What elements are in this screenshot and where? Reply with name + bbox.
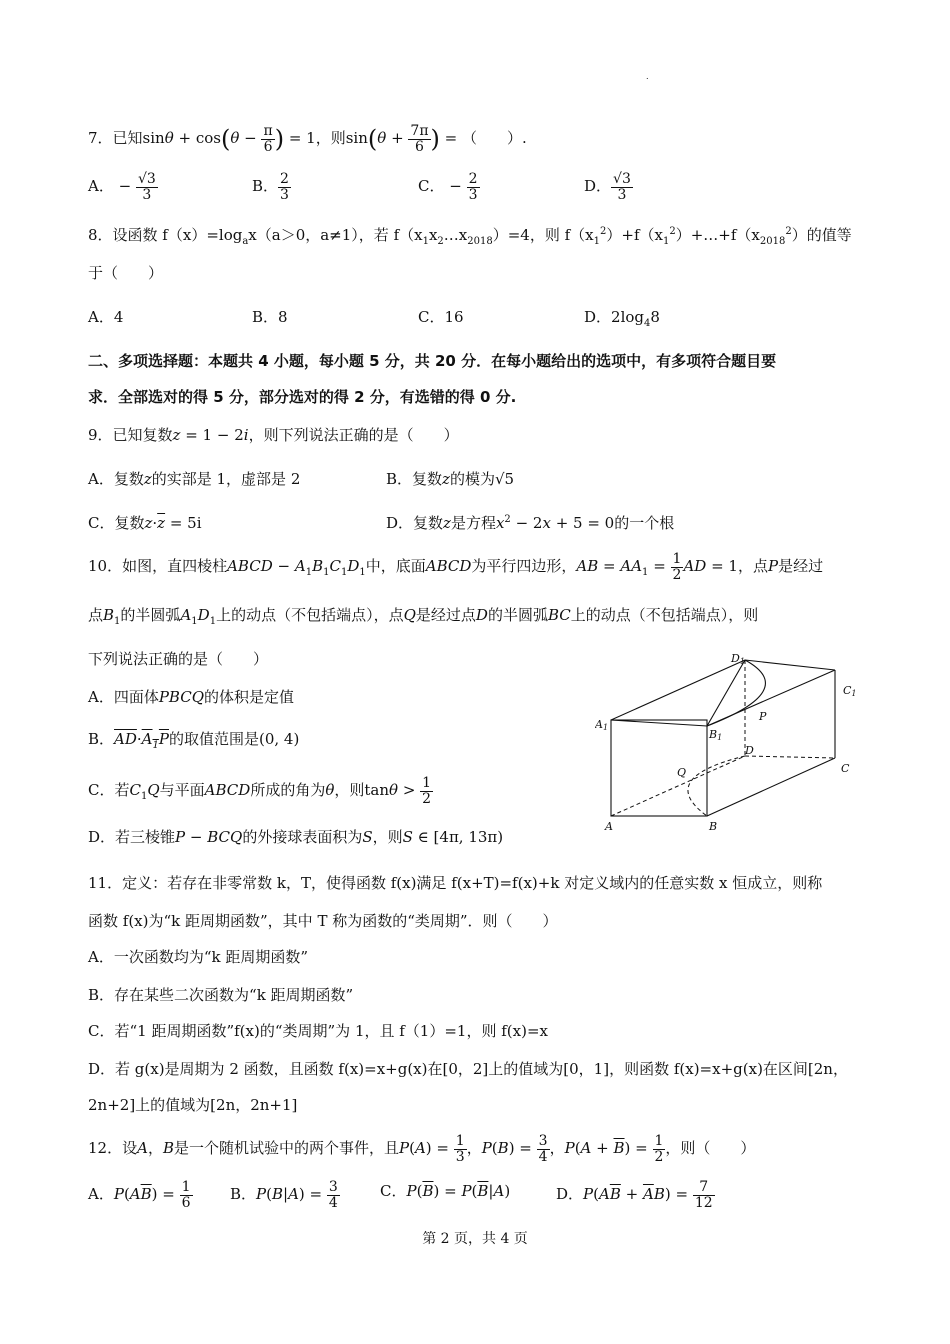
q9-option-a: A．复数z的实部是 1，虚部是 2 — [88, 470, 301, 488]
label-B: B — [709, 820, 718, 833]
q10-line2: 点$B_1$的半圆弧$A_1D_1$上的动点（不包括端点），点Q是经过点D的半圆弧BC上的动点（不包括端点），则 — [88, 606, 759, 627]
q12-option-d: D．$P(A\overline{B} + \overline{A}B)$ = $\frac{7}{12}$ — [556, 1179, 713, 1211]
q7-stem: 7．已知sinθ + cos(θ − $\frac{\pi}{6}$ ) = 1，则sin(θ + $\frac{7\pi}{6}$ ) = （ ）. — [88, 123, 527, 155]
label-D1: D1 — [731, 652, 745, 666]
q10-line1: 10．如图，直四棱柱ABCD − $A_1B_1C_1D_1$中，底面ABCD为平行四边形，AB = $AA_1$ = $\frac{1}{2}$ AD = 1，点P是经过 — [88, 551, 824, 583]
q8-option-b: B．8 — [252, 308, 288, 326]
q11-option-b: B．存在某些二次函数为“k 距周期函数” — [88, 986, 354, 1004]
q7-option-b: B． $\frac{2}{3}$ — [252, 171, 289, 203]
q8-option-d: D．$2\log_48$ — [584, 308, 660, 329]
label-A: A — [605, 820, 613, 833]
label-D: D — [745, 744, 754, 757]
q12-option-a: A．$P(A\overline{B})$ = $\frac{1}{6}$ — [88, 1179, 191, 1211]
q8-line2: 于（ ） — [88, 264, 164, 282]
q12-option-b: B．P(B|A) = $\frac{3}{4}$ — [230, 1179, 338, 1211]
q10-option-c: C．若$C_1Q$与平面ABCD所成的角为θ，则tanθ > $\frac{1}{2}$ — [88, 775, 432, 807]
q11-line1: 11．定义：若存在非零常数 k，T，使得函数 f(x)满足 f(x+T)=f(x)+k 对定义域内的任意实数 x 恒成立，则称 — [88, 874, 823, 892]
q9-stem: 9．已知复数z = 1 − 2i，则下列说法正确的是（ ） — [88, 426, 459, 444]
q10-option-a: A．四面体PBCQ的体积是定值 — [88, 688, 295, 706]
label-A1: A1 — [595, 718, 609, 732]
label-C: C — [841, 762, 850, 775]
q11-option-c: C．若“1 距周期函数”f(x)的“类周期”为 1，且 f（1）=1，则 f(x)=x — [88, 1022, 548, 1040]
q12-stem: 12．设A，B是一个随机试验中的两个事件，且P(A) = $\frac{1}{3}$ ，P(B) = $\frac{3}{4}$ ，$P(A + \overline{B})$ = $\frac{1}{2}$ ，则（ ） — [88, 1133, 756, 1165]
q9-option-c: C．复数$z\cdot\overline{z} = 5i$ — [88, 514, 202, 532]
q10-line3: 下列说法正确的是（ ） — [88, 650, 269, 668]
q9-option-b: B．复数z的模为√5 — [386, 470, 515, 488]
label-C1: C1 — [843, 684, 857, 698]
label-Q: Q — [677, 766, 687, 779]
q8-option-a: A．4 — [88, 308, 124, 326]
q7-option-d: D． $\frac{√3}{3}$ — [584, 171, 631, 203]
section2-line2: 求．全部选对的得 5 分，部分选对的得 2 分，有选错的得 0 分. — [88, 388, 517, 406]
prism-figure — [595, 650, 865, 840]
q11-option-d-line1: D．若 g(x)是周期为 2 函数，且函数 f(x)=x+g(x)在[0，2]上的值域为[0，1]，则函数 f(x)=x+g(x)在区间[2n， — [88, 1060, 848, 1078]
stray-dot: . — [646, 72, 649, 81]
label-B1: B1 — [709, 728, 723, 742]
q10-option-d: D．若三棱锥P − BCQ的外接球表面积为S，则S ∈ [4π, 13π) — [88, 828, 504, 846]
q11-option-d-line2: 2n+2]上的值域为[2n，2n+1] — [88, 1096, 298, 1114]
label-P: P — [759, 710, 767, 723]
section2-line1: 二、多项选择题：本题共 4 小题，每小题 5 分，共 20 分．在每小题给出的选项中，有多项符合题目要 — [88, 352, 777, 370]
q7-option-a: A． − $\frac{√3}{3}$ — [88, 171, 156, 203]
q12-option-c: C．$P(\overline{B}) = P(\overline{B}|A)$ — [380, 1182, 511, 1200]
q11-option-a: A．一次函数均为“k 距周期函数” — [88, 948, 309, 966]
q11-line2: 函数 f(x)为“k 距周期函数”，其中 T 称为函数的“类周期”．则（ ） — [88, 912, 558, 930]
q10-option-b: B．$\overline{AD}\cdot A_1P$的取值范围是(0, 4) — [88, 730, 300, 751]
q9-option-d: D．复数z是方程$x^2 - 2x + 5 = 0$的一个根 — [386, 514, 675, 532]
q8-option-c: C．16 — [418, 308, 464, 326]
q7-option-c: C． − $\frac{2}{3}$ — [418, 171, 478, 203]
page-footer: 第 2 页，共 4 页 — [422, 1231, 528, 1247]
q8-line1: 8．设函数 $f(x)=\log_ax(a>0$，a≠1），若 $f(x_1x_2\dots x_{2018})=4$，则 $f(x_1^2)+f(x_1^2)+\dots+f(x_{2018}^2)$的值等 — [88, 226, 852, 247]
